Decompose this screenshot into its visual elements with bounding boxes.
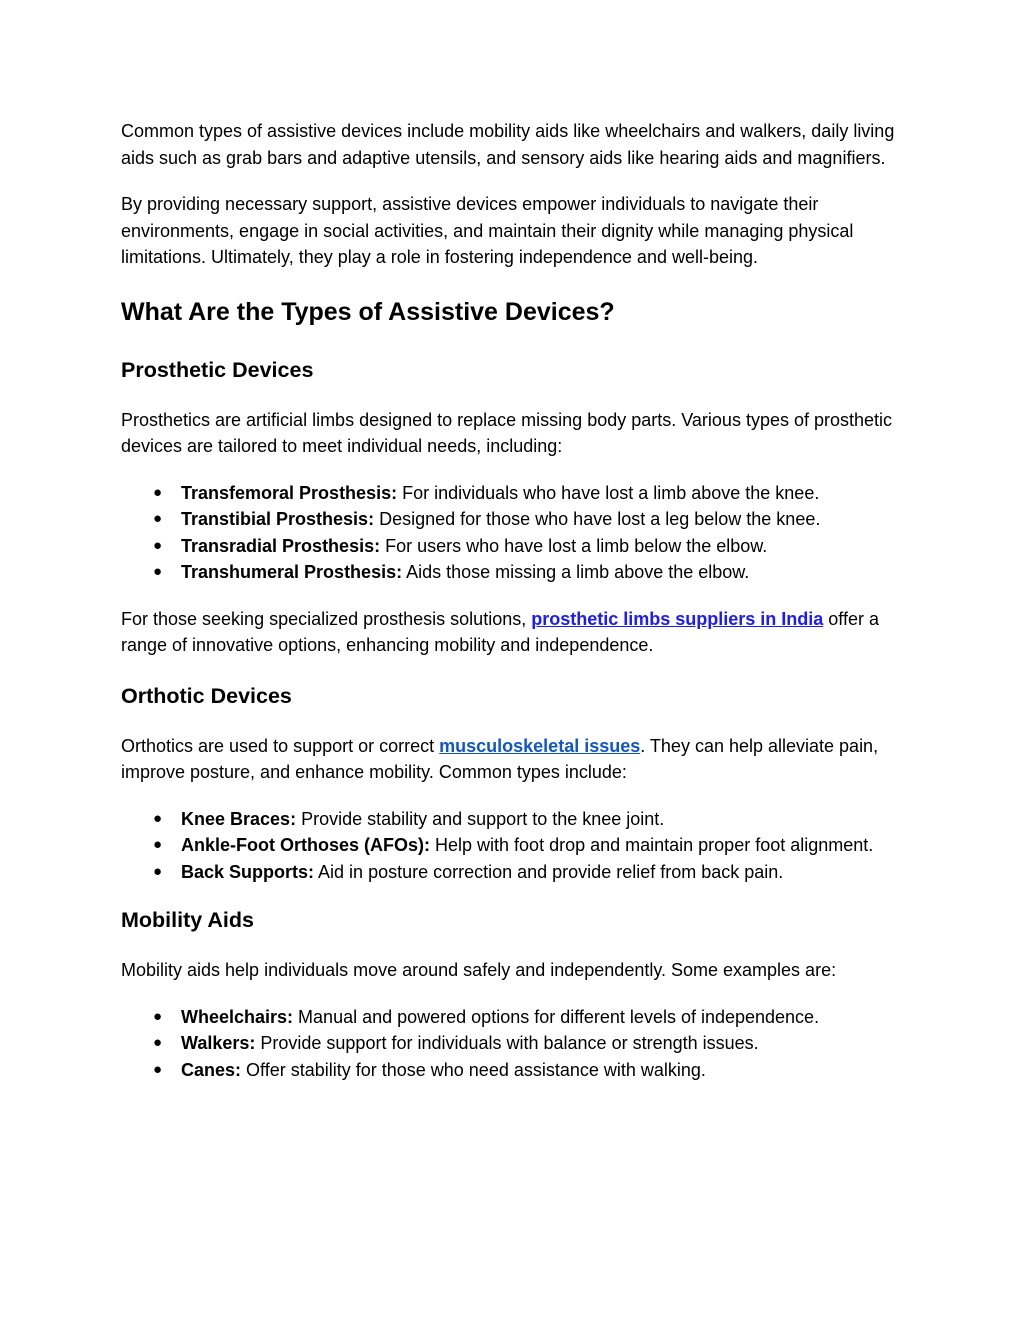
prosthetic-list (121, 480, 911, 586)
list-item-text: Aid in posture correction and provide relief from back pain. (314, 861, 784, 882)
list-item (121, 1004, 911, 1031)
suppliers-text-post: offer a range of innovative options, enhancing mobility and independence. (121, 608, 879, 655)
list-item-text: Provide support for individuals with balance or strength issues. (255, 1033, 759, 1053)
bullet-icon: ● (153, 836, 163, 853)
list-item-text: For users who have lost a limb below the elbow. (380, 535, 768, 556)
list-item-text: Designed for those who have lost a leg below the knee. (374, 509, 821, 529)
bullet-icon: ● (153, 510, 163, 527)
list-item-text: Aids those missing a limb above the elbow. (402, 562, 750, 582)
intro-paragraph-1: Common types of assistive devices include mobility aids like wheelchairs and walkers, daily living aids such as grab bars and adaptive utensils, and sensory aids like hearing aids and magnifiers. (121, 121, 895, 168)
prosthetic-suppliers-link[interactable]: prosthetic limbs suppliers in India (531, 608, 824, 629)
list-item (121, 1057, 911, 1084)
bullet-icon: ● (153, 563, 163, 580)
orthotic-desc-pre: Orthotics are used to support or correct (121, 735, 440, 756)
list-item (121, 506, 911, 533)
prosthetic-suppliers-paragraph (121, 606, 911, 659)
bullet-icon: ● (153, 1007, 163, 1025)
bullet-icon: ● (153, 862, 163, 880)
orthotic-desc-post: . They can help alleviate pain, improve posture, and enhance mobility. Common types include: (121, 735, 879, 782)
list-item (121, 533, 911, 560)
list-item (121, 806, 911, 833)
list-item-term: Wheelchairs: (181, 1006, 294, 1027)
mobility-description: Mobility aids help individuals move around safely and independently. Some examples are: (121, 960, 837, 980)
list-item-term: Transhumeral Prosthesis: (181, 562, 403, 582)
list-item-term: Transradial Prosthesis: (181, 535, 381, 556)
mobility-heading: Mobility Aids (121, 908, 254, 932)
list-item-term: Knee Braces: (181, 808, 297, 829)
bullet-icon: ● (153, 1034, 163, 1051)
list-item-text: For individuals who have lost a limb above the knee. (397, 482, 820, 503)
list-item-text: Manual and powered options for different levels of independence. (293, 1006, 820, 1027)
main-heading: What Are the Types of Assistive Devices? (121, 297, 615, 326)
list-item-term: Transfemoral Prosthesis: (181, 482, 398, 503)
mobility-list (121, 1004, 911, 1084)
list-item-term: Walkers: (181, 1033, 256, 1053)
prosthetic-description: Prosthetics are artificial limbs designed to replace missing body parts. Various types of prosthetic devices are tailored to meet individual needs, including: (121, 409, 893, 456)
bullet-icon: ● (153, 1060, 163, 1078)
document-page (121, 118, 911, 1103)
bullet-icon: ● (153, 536, 163, 554)
list-item-term: Transtibial Prosthesis: (181, 509, 375, 529)
suppliers-text-pre: For those seeking specialized prosthesis solutions, (121, 608, 532, 629)
list-item (121, 832, 911, 859)
list-item (121, 480, 911, 507)
intro-paragraph-2: By providing necessary support, assistive devices empower individuals to navigate their environments, engage in social activities, and maintain their dignity while managing physical limitations. Ultimately, they play a role in fostering independence and well-being. (121, 194, 854, 267)
bullet-icon: ● (153, 809, 163, 827)
list-item-text: Provide stability and support to the knee joint. (296, 808, 665, 829)
orthotic-heading: Orthotic Devices (121, 683, 292, 708)
musculoskeletal-issues-link[interactable]: musculoskeletal issues (439, 735, 641, 756)
list-item-term: Back Supports: (181, 861, 315, 882)
list-item (121, 559, 911, 586)
list-item-text: Offer stability for those who need assistance with walking. (241, 1059, 706, 1080)
list-item (121, 859, 911, 886)
orthotic-description (121, 733, 911, 786)
list-item (121, 1030, 911, 1057)
bullet-icon: ● (153, 483, 163, 501)
orthotic-list (121, 806, 911, 886)
prosthetic-heading: Prosthetic Devices (121, 357, 314, 382)
list-item-term: Ankle-Foot Orthoses (AFOs): (181, 835, 431, 855)
list-item-term: Canes: (181, 1059, 242, 1080)
list-item-text: Help with foot drop and maintain proper foot alignment. (430, 835, 874, 855)
